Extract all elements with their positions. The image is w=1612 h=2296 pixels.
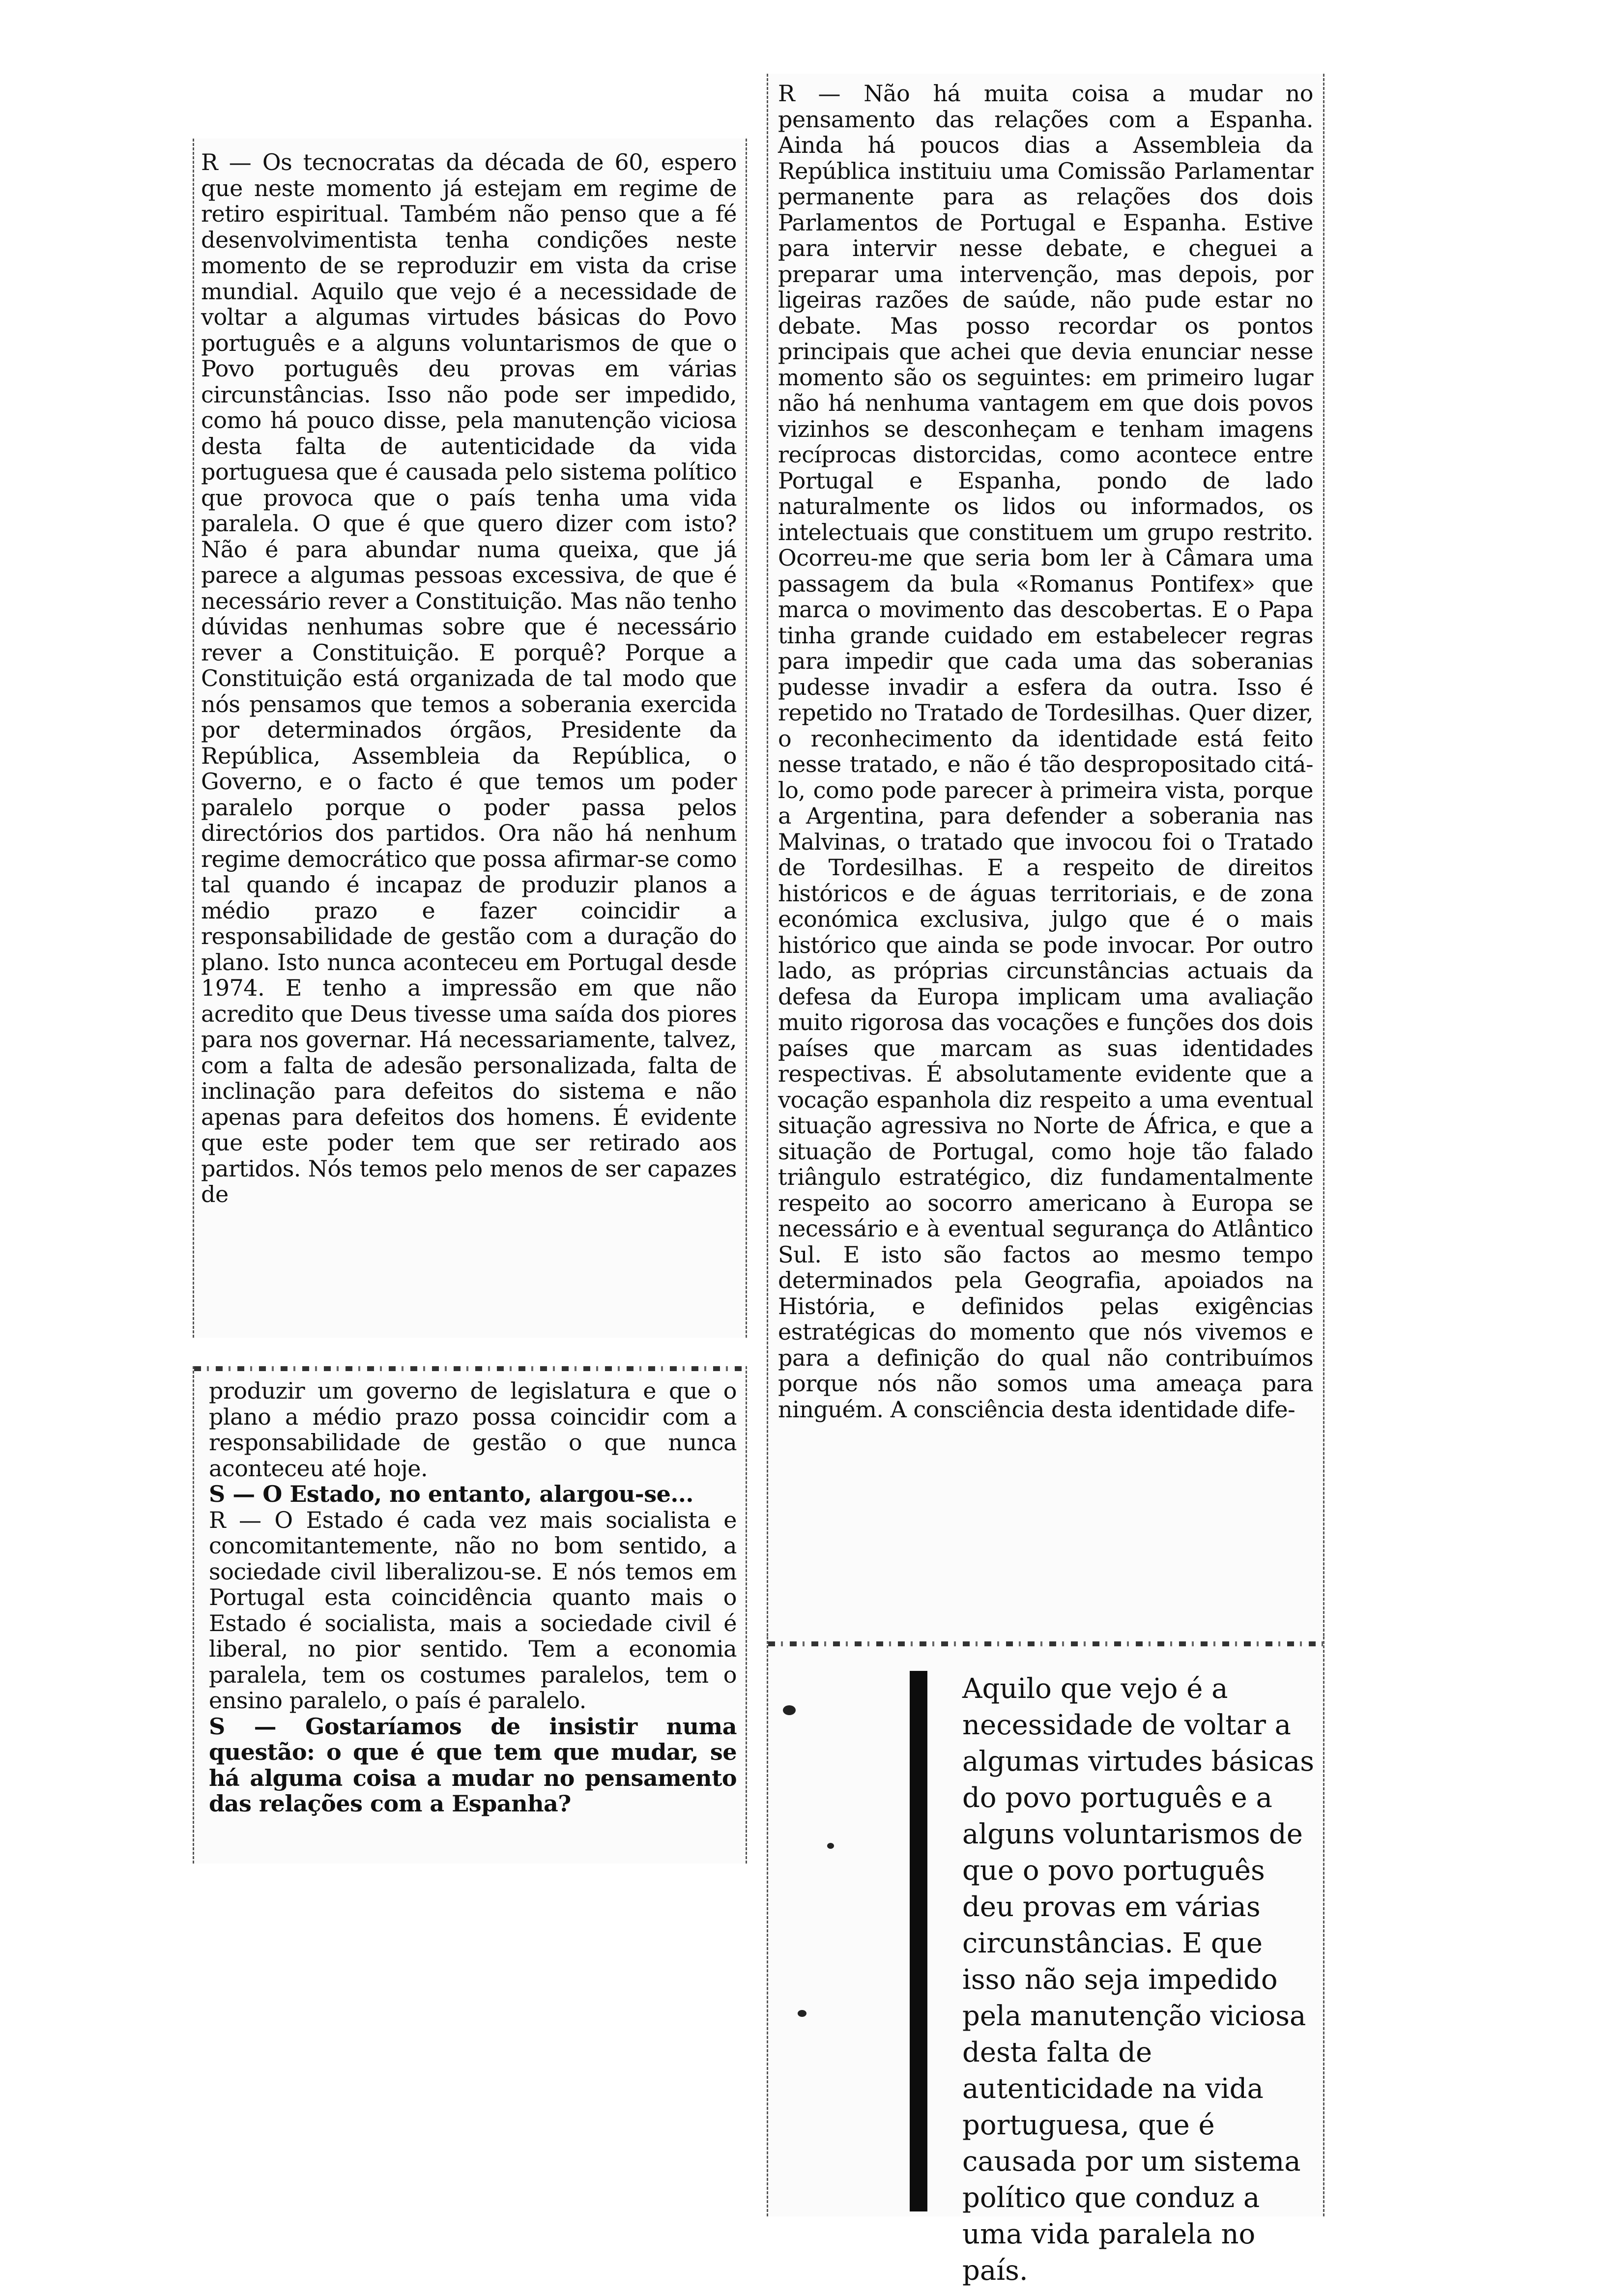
pull-quote-text: Aquilo que vejo é a necessidade de voltar a algumas virtudes básicas do povo português e a alguns voluntarismos de que o povo português deu provas em várias circunstâncias. E que isso não seja impedido pela manutenção viciosa desta falta de autenticidade na vida portuguesa, que é causada por um sistema político que conduz a uma vida paralela no país. [962, 1673, 1315, 2287]
question-espanha: S — Gostaríamos de insistir numa questão: o que é que tem que mudar, se há alguma coisa a mudar no pensamento das relações com a Espanha? [209, 1713, 737, 1817]
answer-estado-paragraph: R — O Estado é cada vez mais socialista e concomitantemente, não no bom sentido, a sociedade civil liberalizou-se. E nós temos em Portugal esta coincidência quanto mais o Estado é socialista, mais a sociedade civil é liberal, no pior sentido. Tem a economia paralela, tem os costumes paralelos, tem o ensino paralelo, o país é paralelo. [209, 1506, 737, 1714]
print-speck [798, 2010, 806, 2017]
answer-espanha-paragraph: R — Não há muita coisa a mudar no pensamento das relações com a Espanha. Ainda há poucos dias a Assembleia da República instituiu uma Comissão Parlamentar permanente para as relações dos dois Parlamentos de Portugal e Espanha. Estive para intervir nesse debate, e cheguei a preparar uma intervenção, mas depois, por ligeiras razões de saúde, não pude estar no debate. Mas posso recordar os pontos principais que achei que devia enunciar nesse momento são os seguintes: em primeiro lugar não há nenhuma vantagem em que dois povos vizinhos se desconheçam e tenham imagens recíprocas distorcidas, como acontece entre Portugal e Espanha, pondo de lado naturalmente os lidos ou informados, os intelectuais que constituem um grupo restrito. Ocorreu-me que seria bom ler à Câmara uma passagem da bula «Romanus Pontifex» que marca o movimento das descobertas. E o Papa tinha grande cuidado em estabelecer regras para impedir que cada uma das soberanias pudesse invadir a esfera da outra. Isso é repetido no Tratado de Tordesilhas. Quer dizer, o reconhecimento da identidade está feito nesse tratado, e não é tão despropositado citá-lo, como pode parecer à primeira vista, porque a Argentina, para defender a soberania nas Malvinas, o tratado que invocou foi o Tratado de Tordesilhas. E a respeito de direitos históricos e de águas territoriais, e de zona económica exclusiva, julgo que é o mais histórico que ainda se pode invocar. Por outro lado, as próprias circunstâncias actuais da defesa da Europa implicam uma avaliação muito rigorosa das vocações e funções dos dois países que marcam as suas identidades respectivas. É absolutamente evidente que a vocação espanhola diz respeito a uma eventual situação agressiva no Norte de África, e que a situação de Portugal, como hoje tão falado triângulo estratégico, diz fundamentalmente respeito ao socorro americano à Europa se necessário e à eventual segurança do Atlântico Sul. E isto são factos ao mesmo tempo determinados pela Geografia, apoiados na História, e definidos pelas exigências estratégicas do momento que nós vivemos e para a definição do qual não contribuímos porque nós não somos uma ameaça para ninguém. A consciência desta identidade dife- [778, 80, 1313, 1423]
continuation-paragraph: produzir um governo de legislatura e que o plano a médio prazo possa coincidir com a responsabilidade de gestão o que nunca aconteceu até hoje. [209, 1378, 737, 1482]
print-speck [827, 1843, 834, 1849]
right-column-clipping [767, 74, 1324, 1640]
pull-quote-bar [910, 1671, 927, 2211]
question-estado: S — O Estado, no entanto, alargou-se... [209, 1481, 693, 1507]
torn-edge-top [768, 1641, 1323, 1646]
answer-tecnocratas-paragraph: R — Os tecnocratas da década de 60, espero que neste momento já estejam em regime de retiro espiritual. Também não penso que a fé desenvolvimentista tenha condições neste momento de se reproduzir em vista da crise mundial. Aquilo que vejo é a necessidade de voltar a algumas virtudes básicas do Povo português e a alguns voluntarismos de que o Povo português deu provas em várias circunstâncias. Isso não pode ser impedido, como há pouco disse, pela manutenção viciosa desta falta de autenticidade da vida portuguesa que é causada pelo sistema político que provoca que o país tenha uma vida paralela. O que é que quero dizer com isto? Não é para abundar numa queixa, que já parece a algumas pessoas excessiva, de que é necessário rever a Constituição. Mas não tenho dúvidas nenhumas sobre que é necessário rever a Constituição. E porquê? Porque a Constituição está organizada de tal modo que nós pensamos que temos a soberania exercida por determinados órgãos, Presidente da República, Assembleia da República, o Governo, e o facto é que temos um poder paralelo porque o poder passa pelos directórios dos partidos. Ora não há nenhum regime democrático que possa afirmar-se como tal quando é incapaz de produzir planos a médio prazo e fazer coincidir a responsabilidade de gestão com a duração do plano. Isto nunca aconteceu em Portugal desde 1974. E tenho a impressão em que não acredito que Deus tivesse uma saída dos piores para nos governar. Há necessariamente, talvez, com a falta de adesão personalizada, falta de inclinação para defeitos do sistema e não apenas para defeitos dos homens. É evidente que este poder tem que ser retirado aos partidos. Nós temos pelo menos de ser capazes de [201, 149, 737, 1207]
print-speck [783, 1705, 796, 1715]
left-column-bottom-clipping [193, 1366, 747, 1864]
pull-quote-clipping [767, 1636, 1324, 2287]
left-column-top-clipping [193, 139, 747, 1338]
torn-edge-top [194, 1366, 746, 1371]
